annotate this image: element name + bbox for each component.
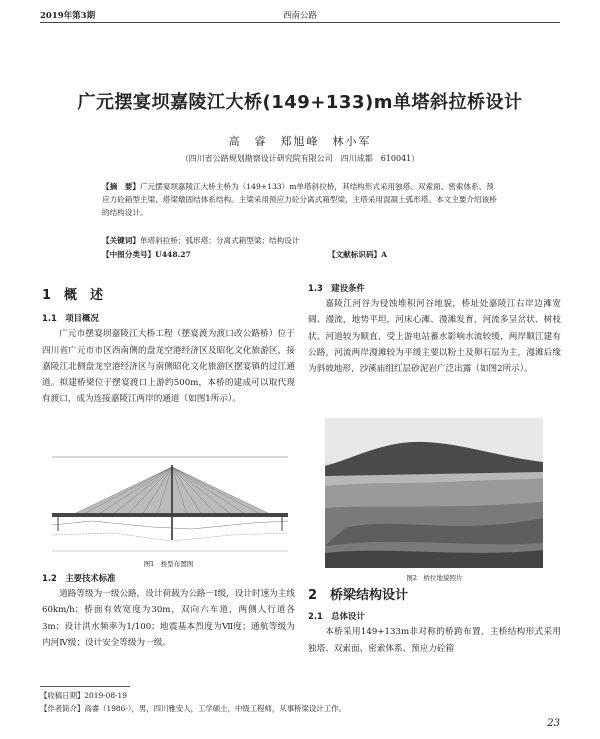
abstract-text: 广元摆宴坝嘉陵江大桥主桥为（149+133）m单塔斜拉桥，其结构形式采用独塔、双索面、密索体系、预应力砼箱型主梁、塔梁墩固结体系结构。主梁采用预应力砼分离式箱型梁，主塔采用混凝土弧形塔。本文主要介绍该桥的结构设计。 bbox=[102, 182, 497, 217]
section-1-1-heading: 1.1 项目概况 bbox=[42, 313, 99, 324]
bridge-elevation-drawing bbox=[52, 455, 288, 555]
clc-value: U448.27 bbox=[155, 250, 191, 259]
section-2-1-text: 本桥采用149+133m非对称的桥跨布置，主桥结构形式采用独塔、双索面、密索体系、预应力砼箱 bbox=[308, 627, 561, 654]
figure-1-caption: 图1 桥型布置图 bbox=[143, 560, 194, 568]
section-2-1-heading: 2.1 总体设计 bbox=[308, 611, 365, 622]
section-1-heading: 1 概 述 bbox=[42, 288, 104, 303]
keywords-text: 单塔斜拉桥；弧形塔；分离式箱型梁；结构设计 bbox=[139, 236, 300, 245]
section-1-3-heading: 1.3 建设条件 bbox=[308, 283, 365, 293]
footnote-author-bio: 【作者简介】高睿（1986-），男，四川雅安人，工学硕士，中级工程师，从事桥梁设计工作。 bbox=[40, 704, 346, 713]
left-column-top bbox=[42, 288, 295, 407]
keywords-label: 【关键词】 bbox=[102, 236, 140, 245]
abstract-label: 【摘 要】 bbox=[102, 182, 140, 191]
classification-row bbox=[102, 248, 498, 261]
doc-code bbox=[328, 248, 387, 261]
section-1-1-text: 广元市摆宴坝嘉陵江大桥工程（摆宴渡为渡口改公路桥）位于四川省广元市市区西南侧的盘龙空港经济区及昭化文化旅游区，接嘉陵江北侧盘龙空港经济区与南侧昭化文化旅游区摆宴镇的过江通道。拟建桥梁位于摆宴渡口上游约500m，本桥的建成可以取代现有渡口，成为连接嘉陵江两岸的通道（如图1所示）。 bbox=[42, 329, 295, 405]
footnote-received: 【收稿日期】2019-08-19 bbox=[40, 691, 127, 700]
left-column-bottom bbox=[42, 570, 295, 651]
doc-value: A bbox=[381, 250, 388, 259]
page-number: 23 bbox=[547, 718, 560, 729]
right-column-bottom bbox=[308, 588, 561, 657]
keywords bbox=[102, 234, 498, 247]
landscape-photo bbox=[325, 418, 543, 568]
running-header bbox=[40, 6, 560, 23]
doc-label: 【文献标识码】 bbox=[328, 250, 382, 259]
paper-title: 广元摆宴坝嘉陵江大桥(149+133)m单塔斜拉桥设计 bbox=[77, 92, 523, 113]
figure-1-bridge-layout bbox=[52, 455, 288, 555]
section-2-heading: 2 桥梁结构设计 bbox=[308, 588, 409, 603]
section-1-3-text: 嘉陵江河谷为侵蚀堆积河谷地貌，桥址处嘉陵江右岸边滩宽阔、漫流，地势平坦，河床心滩、漫滩发育，河流多呈岔状、树枝状。河道较为顺直，受上游电站蓄水影响水流较缓，两岸顺江建有公路，河流两岸漫滩较为平缓主要以粉土及卵石层为主，漫滩后缘为斜坡地形，沙溪庙组红层砂泥岩广泛出露（如图2所示）。 bbox=[308, 299, 561, 375]
abstract bbox=[102, 180, 498, 219]
section-1-2-text: 道路等级为一级公路，设计荷载为公路－Ⅰ级，设计时速为主线60km/h；桥面有效宽度为30m，双向六车道，两侧人行道各3m；设计洪水频率为1/100；地震基本烈度为Ⅶ度；通航等级为内河Ⅳ级；设计安全等级为一级。 bbox=[42, 589, 295, 648]
footnote-divider bbox=[40, 686, 130, 687]
clc-label: 【中图分类号】 bbox=[102, 250, 156, 259]
issue-label: 2019年第3期 bbox=[40, 11, 96, 21]
right-column-top bbox=[308, 280, 561, 377]
affiliation: （四川省公路规划勘察设计研究院有限公司 四川成都 610041） bbox=[180, 154, 420, 163]
figure-2-caption: 图2 桥位地貌照片 bbox=[406, 574, 463, 582]
figure-2-site-photo bbox=[325, 418, 543, 568]
journal-name: 西南公路 bbox=[282, 11, 317, 21]
section-1-2-heading: 1.2 主要技术标准 bbox=[42, 573, 116, 583]
authors: 高 睿 郑旭峰 林小军 bbox=[228, 135, 372, 148]
